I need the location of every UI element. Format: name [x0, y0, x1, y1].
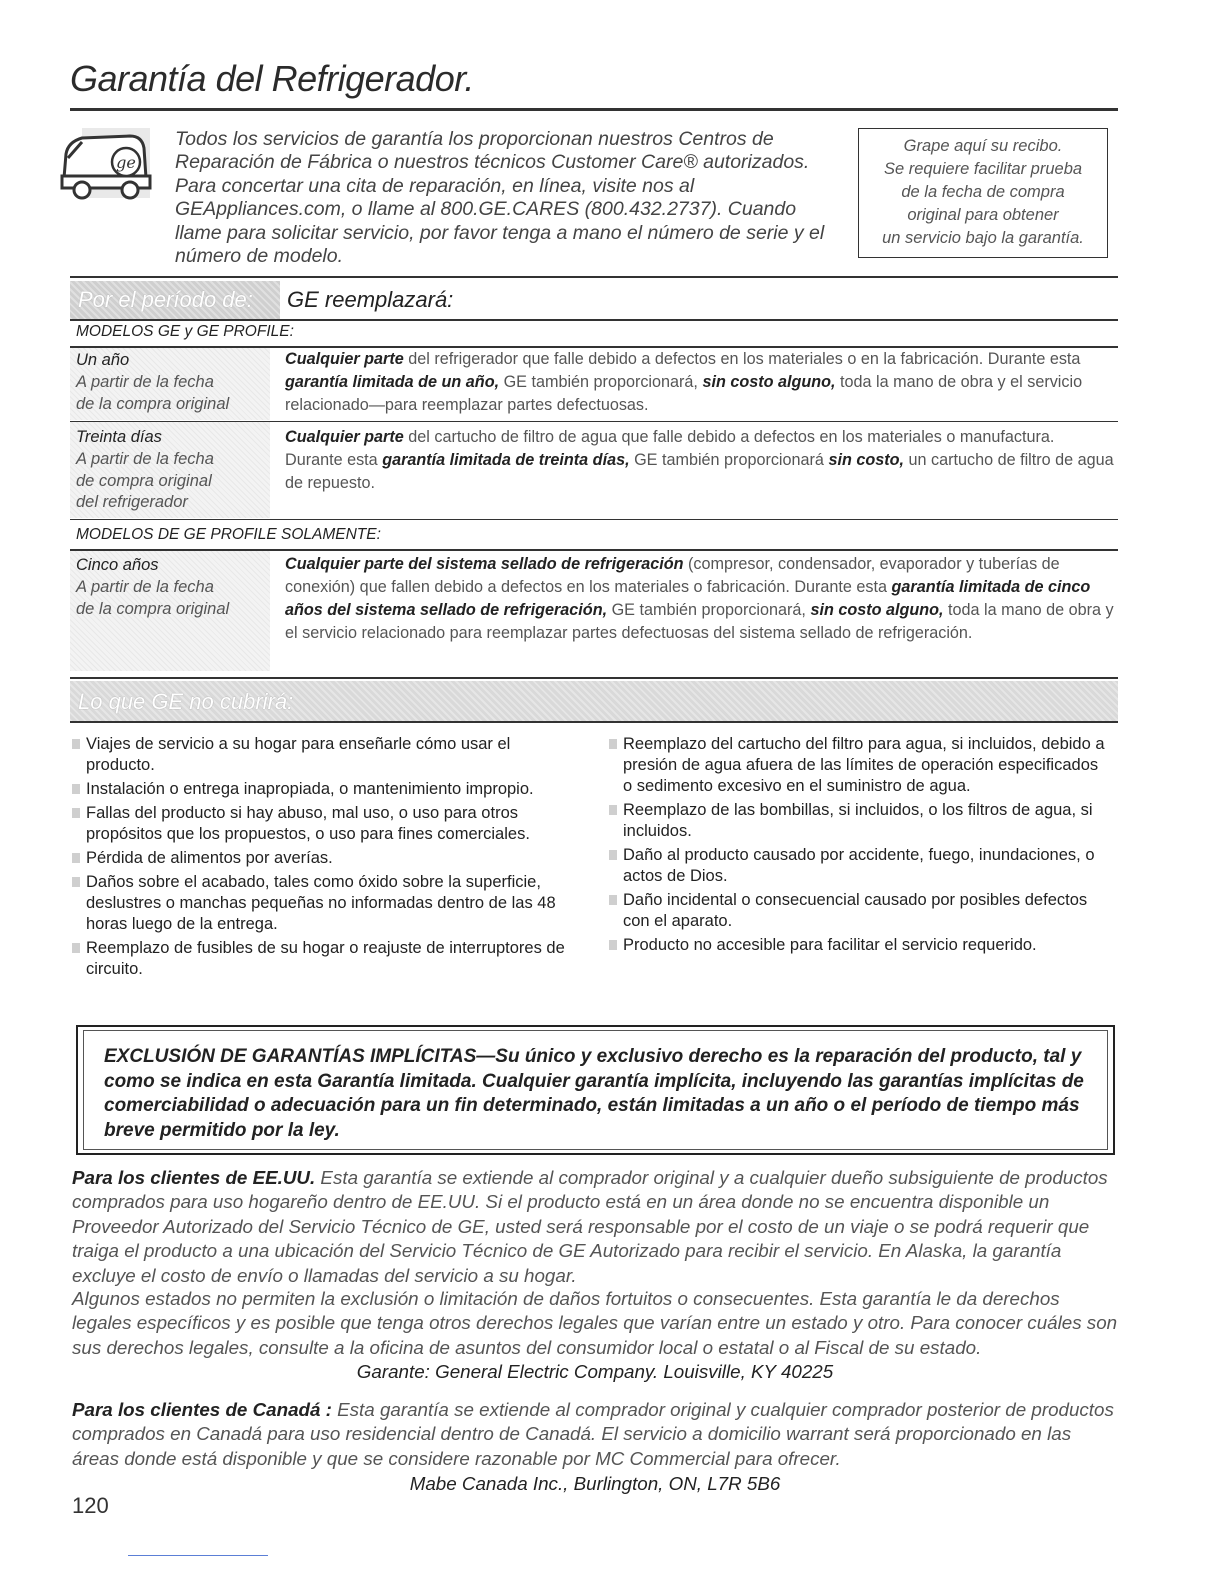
section-ge-profile-only: MODELOS DE GE PROFILE SOLAMENTE: [76, 526, 381, 543]
coverage-text: GE también proporcionará, [499, 373, 703, 391]
period-five-years [76, 555, 266, 620]
receipt-line: original para obtener [907, 206, 1059, 224]
receipt-line: un servicio bajo la garantía. [882, 229, 1084, 247]
list-item: Producto no accesible para facilitar el servicio requerido. [609, 935, 1109, 956]
section-rule [70, 721, 1118, 723]
coverage-text: GE también proporcionará [629, 451, 829, 469]
coverage-text: un cartucho de filtro de agua de repuesto. [285, 451, 1114, 492]
coverage-text: (compresor, condensador, evaporador y tuberías de conexión) que fallen debido a defectos en los materiales o fabricación. Durante esta [285, 555, 1060, 596]
svg-text:ge: ge [116, 153, 136, 172]
coverage-thirty-days [285, 426, 1115, 495]
list-item: Daños sobre el acabado, tales como óxido sobre la superficie, deslustres o manchas pequeñas no informadas dentro de las 48 horas luego de la entrega. [72, 872, 582, 935]
not-covered-list-left [72, 734, 582, 983]
canada-text: Esta garantía se extiende al comprador original y cualquier comprador posterior de productos comprados en Canadá para uso residencial dentro de Canadá. El servicio a domicilio warrant será proporcionado en las áreas donde está disponible y que se considere razonable por MC Commercial para ofrecer. [72, 1399, 1114, 1469]
page-number: 120 [72, 1493, 109, 1518]
row-rule [70, 519, 1118, 520]
period-header: Por el período de: [78, 287, 253, 312]
coverage-emph: Cualquier parte [285, 350, 404, 368]
period-line: Cinco años [76, 556, 159, 574]
period-line: del refrigerador [76, 493, 188, 512]
coverage-text: toda la mano de obra y el servicio relacionado—para reemplazar partes defectuosas. [285, 373, 1083, 414]
period-line: de la compra original [76, 599, 230, 618]
coverage-text: GE también proporcionará, [607, 601, 811, 619]
staple-receipt-box [858, 128, 1108, 258]
coverage-emph: garantía limitada de un año, [285, 373, 500, 391]
warrantor-us: Garante: General Electric Company. Louisville, KY 40225 [356, 1361, 834, 1382]
not-covered-list-right [609, 734, 1109, 959]
section-rule [70, 677, 1118, 679]
coverage-emph: Cualquier parte [285, 428, 404, 446]
period-line: Treinta días [76, 428, 162, 446]
coverage-emph: sin costo alguno, [810, 601, 944, 619]
period-line: de compra original [76, 471, 212, 490]
replace-header: GE reemplazará: [287, 287, 454, 312]
warrantor-canada: Mabe Canada Inc., Burlington, ON, L7R 5B6 [409, 1473, 781, 1494]
receipt-line: de la fecha de compra [901, 183, 1065, 201]
period-line: Un año [76, 351, 130, 369]
list-item: Reemplazo del cartucho del filtro para agua, si incluidos, debido a presión de agua afuera de las límites de operación especificados o sedimento excesivo en el suministro de agua. [609, 734, 1109, 797]
footer-divider [128, 1555, 268, 1556]
title-divider [70, 108, 1118, 111]
service-truck-icon [60, 128, 158, 202]
list-item: Daño incidental o consecuencial causado por posibles defectos con el aparato. [609, 890, 1109, 932]
list-item: Daño al producto causado por accidente, fuego, inundaciones, o actos de Dios. [609, 845, 1109, 887]
coverage-text: del cartucho de filtro de agua que falle debido a defectos en los materiales o manufactura. Durante esta [285, 428, 1055, 469]
coverage-one-year [285, 348, 1115, 417]
receipt-line: Se requiere facilitar prueba [883, 160, 1083, 178]
coverage-emph: sin costo alguno, [702, 373, 836, 391]
list-item: Reemplazo de fusibles de su hogar o reajuste de interruptores de circuito. [72, 938, 582, 980]
coverage-text: del refrigerador que falle debido a defectos en los materiales o en la fabricación. Durante esta [403, 350, 1081, 368]
states-rights: Algunos estados no permiten la exclusión o limitación de daños fortuitos o consecuentes. Esta garantía le da derechos legales específicos y es posible que tenga otros derechos legales que varían entre un estado y otro. Para conocer cuáles son sus derechos legales, consulte a la oficina de asuntos del consumidor local o estatal o al Fiscal de su estado. [72, 1288, 1118, 1358]
table-top-rule [70, 276, 1118, 278]
list-item: Pérdida de alimentos por averías. [72, 848, 582, 869]
coverage-emph: sin costo, [828, 451, 904, 469]
coverage-emph: Cualquier parte del sistema sellado de refrigeración [285, 555, 684, 573]
canada-customers [72, 1398, 1118, 1471]
list-item: Instalación o entrega inapropiada, o mantenimiento impropio. [72, 779, 582, 800]
header-rule [70, 319, 1118, 321]
period-thirty-days [76, 427, 266, 514]
not-covered-title: Lo que GE no cubrirá: [78, 689, 294, 714]
list-item: Fallas del producto si hay abuso, mal uso, o uso para otros propósitos que los propuestos, o uso para fines comerciales. [72, 803, 582, 845]
implied-warranty-exclusion-box [76, 1025, 1115, 1155]
list-item: Reemplazo de las bombillas, si incluidos, o los filtros de agua, si incluidos. [609, 800, 1109, 842]
us-label: Para los clientes de EE.UU. [72, 1167, 316, 1188]
period-line: A partir de la fecha [76, 449, 214, 468]
list-item: Viajes de servicio a su hogar para enseñarle cómo usar el producto. [72, 734, 582, 776]
coverage-emph: garantía limitada de treinta días, [382, 451, 630, 469]
page-title: Garantía del Refrigerador. [70, 58, 474, 99]
period-one-year [76, 350, 266, 415]
service-intro: Todos los servicios de garantía los proporcionan nuestros Centros de Reparación de Fábrica o nuestros técnicos Customer Care® autorizados. Para concertar una cita de reparación, en línea, visite nos al GEAppliances.com, o llame al 800.GE.CARES (800.432.2737). Cuando llame para solicitar servicio, por favor tenga a mano el número de serie y el número de modelo. [175, 128, 825, 268]
receipt-line: Grape aquí su recibo. [903, 137, 1063, 155]
period-line: A partir de la fecha [76, 577, 214, 596]
us-customers [72, 1166, 1118, 1288]
exclusion-text: EXCLUSIÓN DE GARANTÍAS IMPLÍCITAS—Su único y exclusivo derecho es la reparación del producto, tal y como se indica en esta Garantía limitada. Cualquier garantía implícita, incluyendo las garantías implícitas de comerciabilidad o adecuación para un fin determinado, están limitadas a un año o el período de tiempo más breve permitido por la ley. [83, 1030, 1108, 1150]
coverage-text: toda la mano de obra y el servicio relacionado para reemplazar partes defectuosas del sistema sellado de refrigeración. [285, 601, 1114, 642]
period-line: A partir de la fecha [76, 372, 214, 391]
period-line: de la compra original [76, 394, 230, 413]
us-text: Esta garantía se extiende al comprador original y a cualquier dueño subsiguiente de productos comprados para uso hogareño dentro de EE.UU. Si el producto está en un área donde no se encuentra disponible un Proveedor Autorizado del Servicio Técnico de GE, usted será responsable por el costo de un viaje o se podrá requerir que traiga el producto a una ubicación del Servicio Técnico de GE Autorizado para recibir el servicio. En Alaska, la garantía excluye el costo de envío o llamadas del servicio a su hogar. [72, 1167, 1108, 1286]
canada-label: Para los clientes de Canadá : [72, 1399, 332, 1420]
section-ge-profile: MODELOS GE y GE PROFILE: [76, 323, 294, 340]
coverage-five-years [285, 553, 1115, 645]
coverage-emph: garantía limitada de cinco años del sistema sellado de refrigeración, [285, 578, 1091, 619]
